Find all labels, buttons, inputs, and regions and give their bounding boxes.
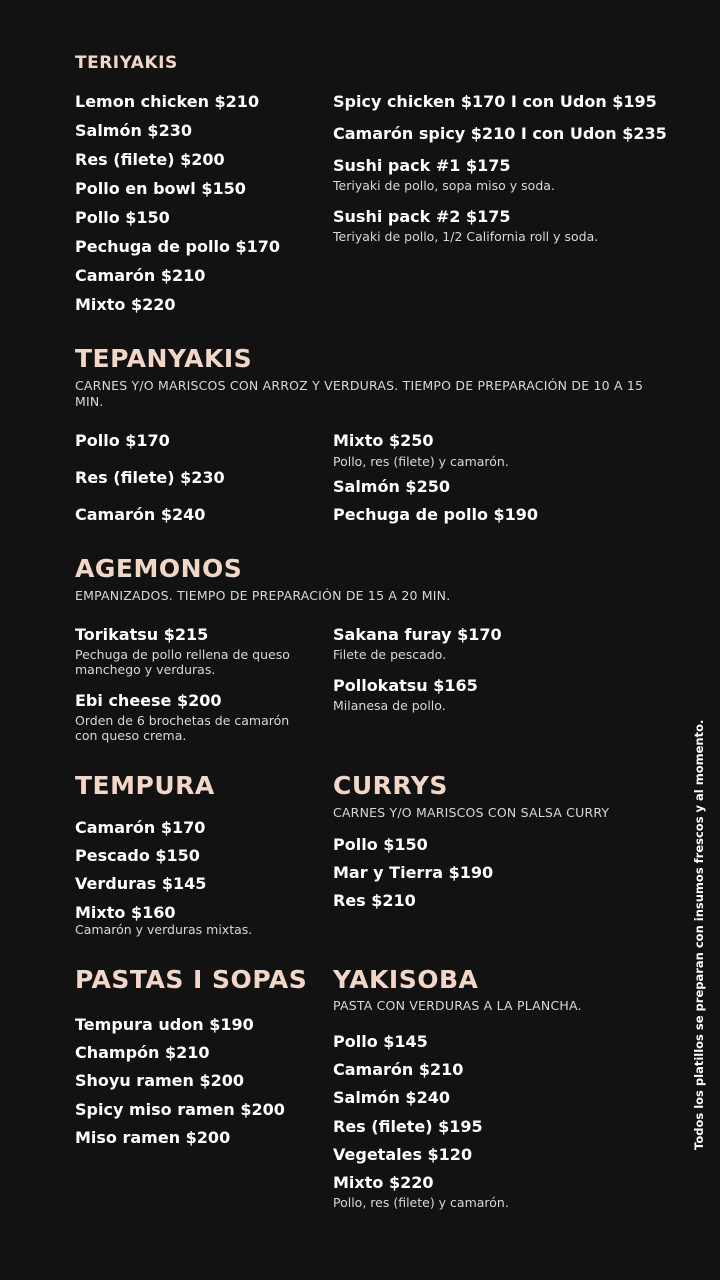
menu-item: Salmón $230 [75,121,192,140]
section-title-tempura: TEMPURA [75,771,215,800]
menu-item: Res (filete) $230 [75,468,225,487]
menu-item-description: Filete de pescado. [333,647,447,662]
menu-item: Shoyu ramen $200 [75,1071,244,1090]
menu-item: Mixto $220 [333,1173,434,1192]
menu-item: Camarón spicy $210 I con Udon $235 [333,124,667,143]
menu-item: Pollo $150 [333,835,428,854]
section-title-teriyakis: TERIYAKIS [75,53,178,73]
menu-item-description: Teriyaki de pollo, sopa miso y soda. [333,178,555,193]
section-title-yakisoba: YAKISOBA [333,965,479,994]
menu-item-description: Pollo, res (filete) y camarón. [333,1195,509,1210]
menu-item: Pechuga de pollo $190 [333,505,539,524]
menu-item-description: Milanesa de pollo. [333,698,446,713]
menu-item: Res (filete) $195 [333,1117,483,1136]
menu-item: Vegetales $120 [333,1145,473,1164]
menu-item: Sakana furay $170 [333,625,502,644]
menu-item: Mixto $160 [75,903,176,922]
menu-item: Salmón $240 [333,1088,450,1107]
menu-item: Verduras $145 [75,874,207,893]
menu-item: Sushi pack #1 $175 [333,156,511,175]
menu-item: Res $210 [333,891,416,910]
menu-item: Spicy chicken $170 I con Udon $195 [333,92,657,111]
menu-item: Res (filete) $200 [75,150,225,169]
menu-item: Mixto $250 [333,431,434,450]
menu-item: Mixto $220 [75,295,176,314]
menu-item: Pechuga de pollo $170 [75,237,281,256]
menu-item: Mar y Tierra $190 [333,863,494,882]
menu-item: Spicy miso ramen $200 [75,1100,285,1119]
menu-item: Torikatsu $215 [75,625,209,644]
menu-item: Miso ramen $200 [75,1128,231,1147]
menu-item: Pollo $170 [75,431,170,450]
menu-item-description: Teriyaki de pollo, 1/2 California roll y soda. [333,229,599,244]
section-subtitle: EMPANIZADOS. TIEMPO DE PREPARACIÓN DE 15 A 20 MIN. [75,588,451,603]
menu-item: Camarón $240 [75,505,206,524]
menu-item-description: Pechuga de pollo rellena de queso manchego y verduras. [75,647,290,677]
menu-item-description: Pollo, res (filete) y camarón. [333,454,509,469]
menu-item: Camarón $210 [333,1060,464,1079]
menu-item: Sushi pack #2 $175 [333,207,511,226]
side-note: Todos los platillos se preparan con insumos frescos y al momento. [692,719,706,1150]
menu-item: Camarón $210 [75,266,206,285]
menu-item-description: Camarón y verduras mixtas. [75,922,253,937]
section-title-pastas-sopas: PASTAS I SOPAS [75,965,308,994]
menu-item: Champón $210 [75,1043,210,1062]
menu-item: Pescado $150 [75,846,200,865]
section-title-agemonos: AGEMONOS [75,554,243,583]
section-subtitle: PASTA CON VERDURAS A LA PLANCHA. [333,998,582,1013]
menu-item: Tempura udon $190 [75,1015,254,1034]
section-subtitle: CARNES Y/O MARISCOS CON SALSA CURRY [333,805,610,820]
menu-item: Ebi cheese $200 [75,691,222,710]
menu-item: Camarón $170 [75,818,206,837]
menu-item: Lemon chicken $210 [75,92,260,111]
section-title-currys: CURRYS [333,771,448,800]
menu-item: Salmón $250 [333,477,450,496]
section-title-tepanyakis: TEPANYAKIS [75,344,253,373]
menu-item: Pollo $150 [75,208,170,227]
section-subtitle: CARNES Y/O MARISCOS CON ARROZ Y VERDURAS. TIEMPO DE PREPARACIÓN DE 10 A 15 MIN. [75,378,644,409]
menu-item: Pollo en bowl $150 [75,179,246,198]
menu-item-description: Orden de 6 brochetas de camarón con queso crema. [75,713,290,743]
menu-item: Pollokatsu $165 [333,676,478,695]
menu-item: Pollo $145 [333,1032,428,1051]
